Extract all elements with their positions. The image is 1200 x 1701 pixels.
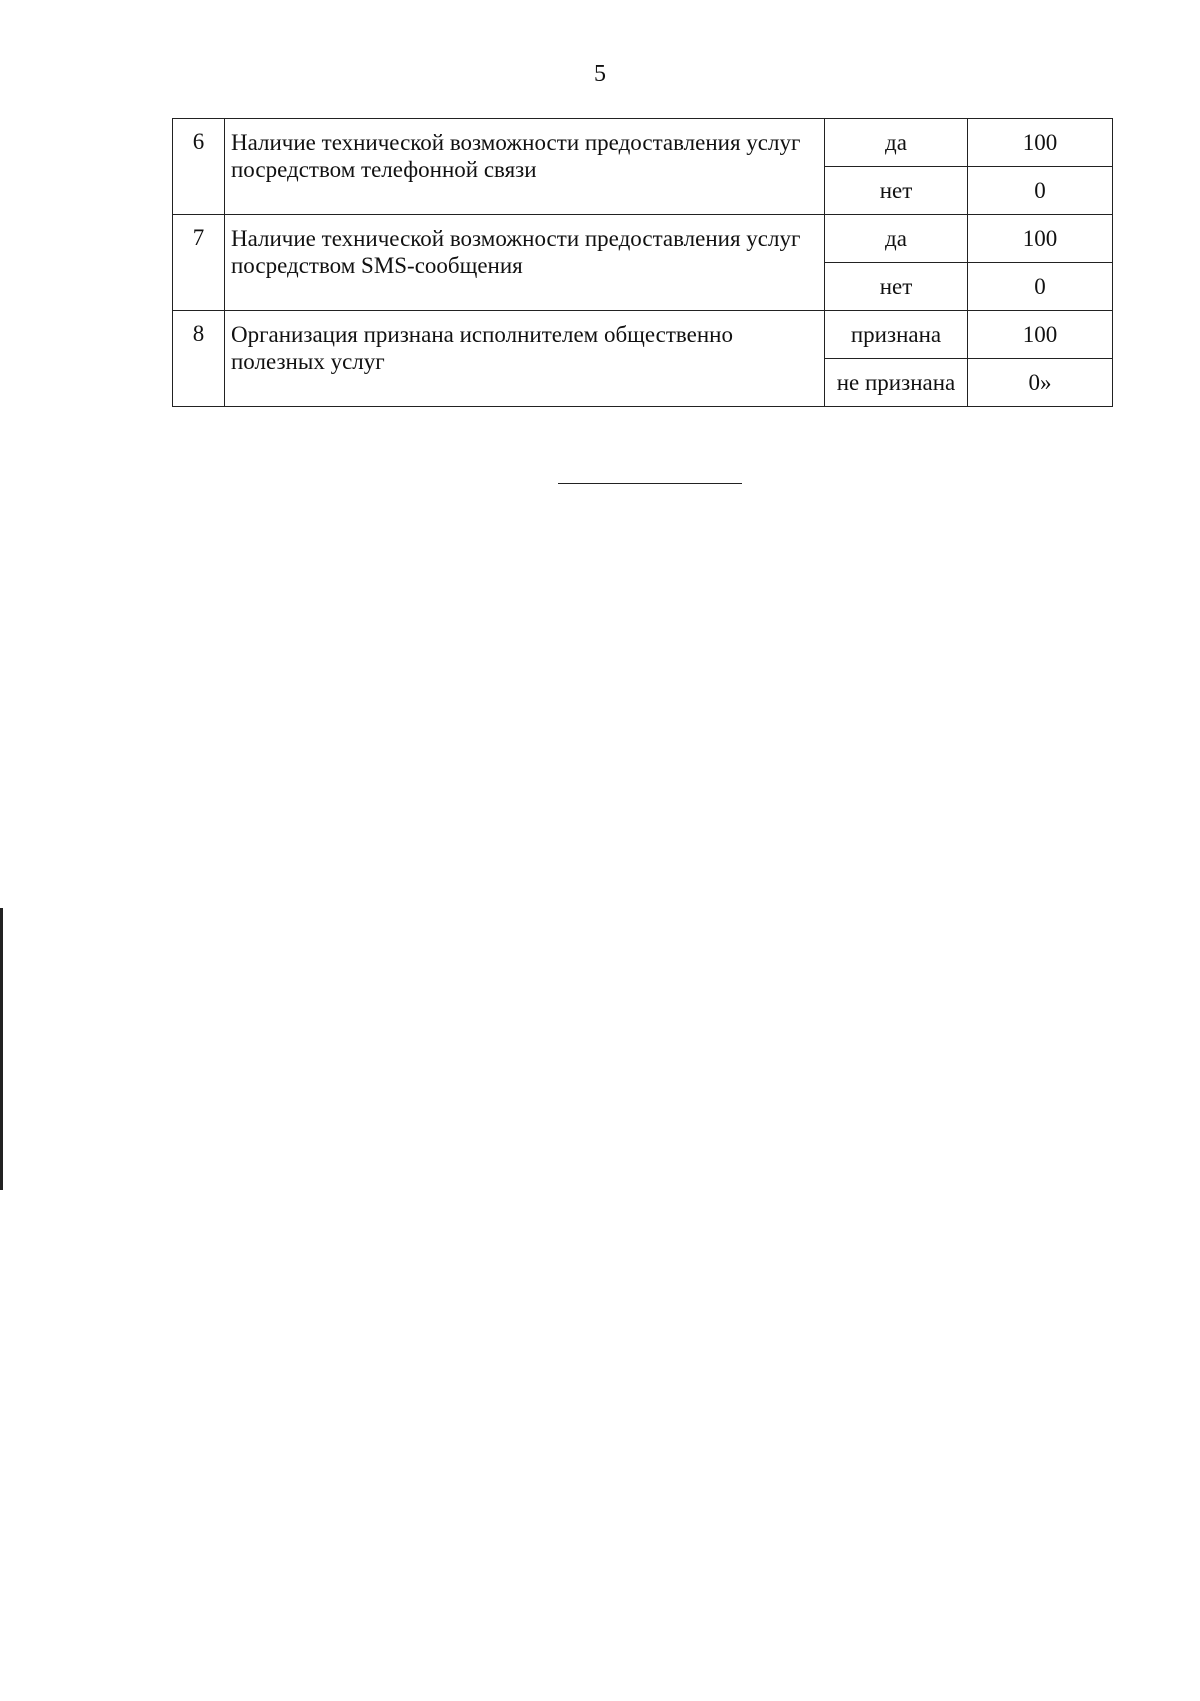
row-number: 6 [173,119,225,215]
scan-edge-mark [0,908,3,1190]
row-number: 7 [173,215,225,311]
score-cell: 0 [968,167,1113,215]
score-cell: 100 [968,119,1113,167]
criterion-text: Организация признана исполнителем общественно полезных услуг [225,311,825,407]
end-of-document-rule [558,483,742,484]
score-cell: 100 [968,311,1113,359]
answer-cell: нет [825,263,968,311]
page-number: 5 [594,61,606,87]
score-cell: 0» [968,359,1113,407]
table-row [173,311,1113,359]
criteria-table [172,118,1113,407]
answer-cell: нет [825,167,968,215]
score-cell: 100 [968,215,1113,263]
score-cell: 0 [968,263,1113,311]
answer-cell: не признана [825,359,968,407]
table-row [173,215,1113,263]
table-row [173,119,1113,167]
answer-cell: признана [825,311,968,359]
row-number: 8 [173,311,225,407]
criterion-text: Наличие технической возможности предоставления услуг посредством SMS-сообщения [225,215,825,311]
answer-cell: да [825,119,968,167]
answer-cell: да [825,215,968,263]
criterion-text: Наличие технической возможности предоставления услуг посредством телефонной связи [225,119,825,215]
